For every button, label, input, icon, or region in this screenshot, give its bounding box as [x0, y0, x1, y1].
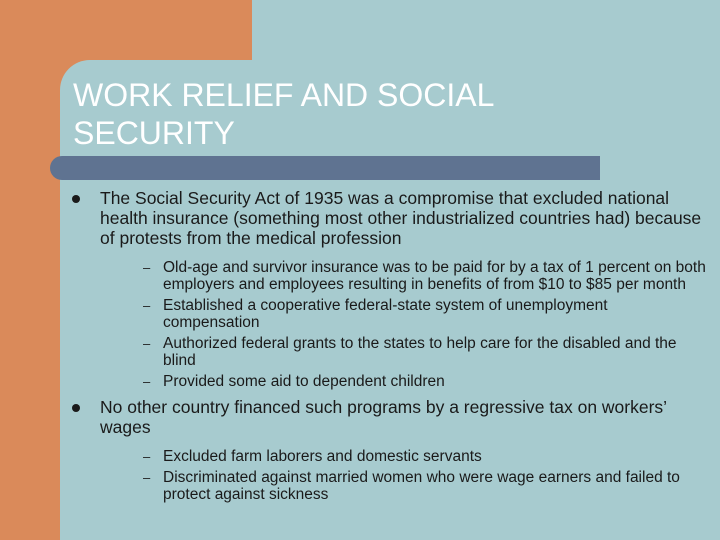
- sub-bullet-item: [100, 470, 708, 503]
- slide-content: [68, 188, 708, 508]
- bullet-dot-icon: [72, 195, 80, 203]
- dash-icon: –: [143, 448, 151, 464]
- bullet-text: The Social Security Act of 1935 was a compromise that excluded national health insurance (something most other industrialized countries had) because of protests from the medical profession: [100, 188, 702, 248]
- dash-icon: –: [143, 374, 151, 389]
- sub-bullet-text: Provided some aid to dependent children: [163, 373, 445, 390]
- sub-bullet-text: Excluded farm laborers and domestic servants: [163, 447, 482, 465]
- dash-icon: –: [143, 470, 151, 485]
- sub-bullet-item: [100, 449, 708, 466]
- bullet-text: No other country financed such programs by a regressive tax on workers’ wages: [100, 396, 667, 437]
- sub-bullet-text: Authorized federal grants to the states to help care for the disabled and the blind: [163, 335, 677, 369]
- slide-title: WORK RELIEF AND SOCIAL SECURITY: [73, 77, 495, 151]
- title-underline-bar: [50, 156, 600, 180]
- orange-accent-top: [60, 0, 252, 60]
- sub-bullet-list: [100, 260, 708, 391]
- dash-icon: –: [143, 298, 151, 313]
- sub-bullet-item: [100, 298, 708, 331]
- sub-bullet-list: [100, 449, 708, 504]
- bullet-item: [68, 188, 708, 391]
- sub-bullet-item: [100, 374, 708, 391]
- bullet-dot-icon: [72, 404, 80, 412]
- sub-bullet-item: [100, 260, 708, 293]
- sub-bullet-text: Discriminated against married women who were wage earners and failed to protect against sickness: [163, 469, 680, 503]
- bullet-item: [68, 397, 708, 504]
- sub-bullet-item: [100, 336, 708, 369]
- sub-bullet-text: Established a cooperative federal-state system of unemployment compensation: [163, 297, 608, 331]
- sub-bullet-text: Old-age and survivor insurance was to be paid for by a tax of 1 percent on both employers and employees resulting in benefits of from $10 to $85 per month: [163, 259, 706, 293]
- dash-icon: –: [143, 260, 151, 275]
- dash-icon: –: [143, 336, 151, 351]
